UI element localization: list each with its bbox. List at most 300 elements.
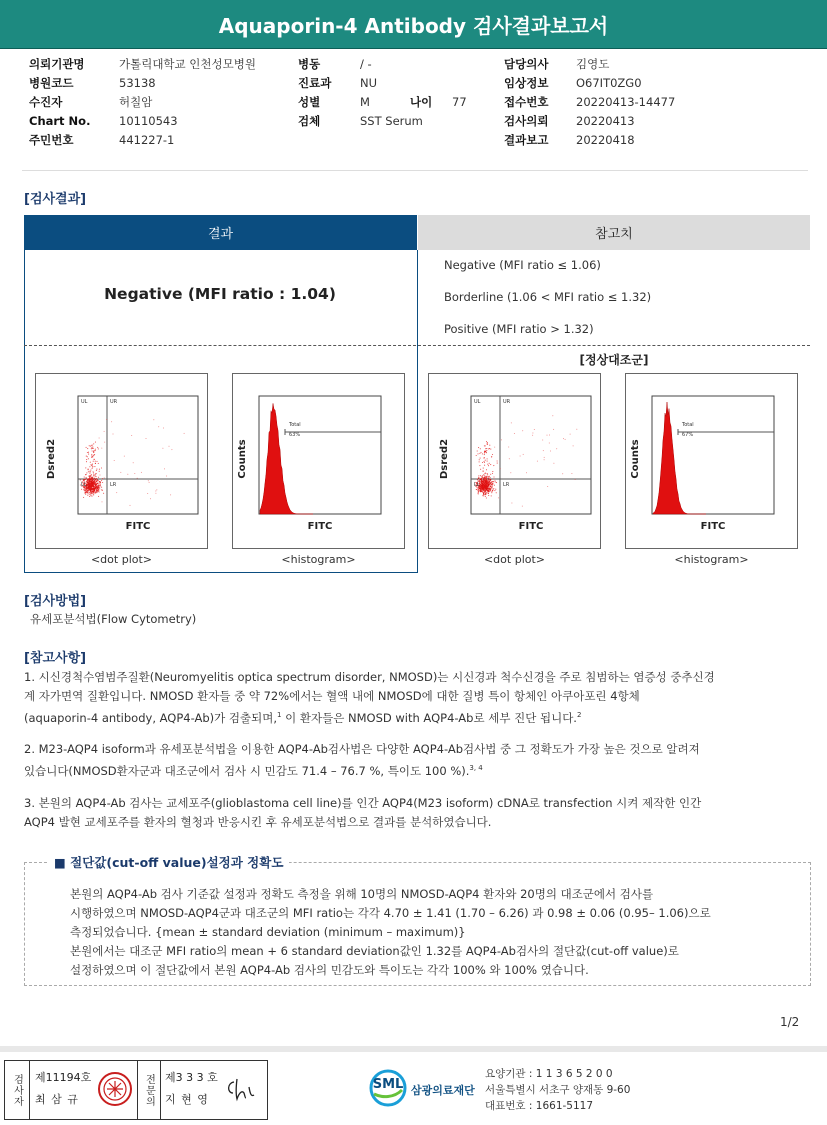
- event-dot: [480, 469, 481, 470]
- event-dot: [575, 479, 576, 480]
- event-dot: [89, 477, 90, 478]
- event-dot: [543, 450, 544, 451]
- event-dot: [155, 493, 156, 494]
- event-dot: [486, 480, 487, 481]
- event-dot: [488, 465, 489, 466]
- event-dot: [98, 463, 99, 464]
- event-dot: [86, 456, 87, 457]
- histogram-svg: [233, 374, 404, 548]
- y-axis-label: Dsred2: [46, 438, 57, 480]
- event-dot: [103, 493, 104, 494]
- event-dot: [86, 474, 87, 475]
- info-label: 담당의사: [504, 57, 549, 71]
- event-dot: [88, 452, 89, 453]
- info-value: 441227-1: [119, 133, 175, 147]
- cutoff-line: 시행하였으며 NMOSD-AQP4군과 대조군의 MFI ratio는 각각 4.70 ± 1.41 (1.70 – 6.26) 과 0.98 ± 0.06 (0.95– 1.06)으로: [70, 906, 711, 920]
- event-dot: [483, 470, 484, 471]
- info-label: 임상정보: [504, 76, 549, 90]
- citation: 2: [576, 711, 582, 719]
- event-dot: [484, 465, 485, 466]
- event-dot: [89, 479, 90, 480]
- event-dot: [116, 492, 117, 493]
- event-dot: [91, 447, 92, 448]
- event-dot: [91, 486, 92, 487]
- event-dot: [483, 490, 484, 491]
- event-dot: [552, 415, 553, 416]
- ref-borderline: Borderline (1.06 < MFI ratio ≤ 1.32): [444, 290, 652, 304]
- event-dot: [98, 477, 99, 478]
- event-dot: [100, 475, 101, 476]
- event-dot: [94, 478, 95, 479]
- citation: 3, 4: [469, 764, 483, 772]
- event-dot: [97, 486, 98, 487]
- event-dot: [480, 483, 481, 484]
- event-dot: [84, 492, 85, 493]
- event-dot: [88, 485, 89, 486]
- event-dot: [91, 448, 92, 449]
- info-label: 병원코드: [29, 76, 74, 90]
- event-dot: [493, 478, 494, 479]
- event-dot: [494, 485, 495, 486]
- event-dot: [484, 489, 485, 490]
- info-label: 성별: [298, 95, 321, 109]
- event-dot: [86, 447, 87, 448]
- event-dot: [491, 492, 492, 493]
- event-dot: [493, 465, 494, 466]
- event-dot: [171, 449, 172, 450]
- info-label: Chart No.: [29, 114, 91, 128]
- event-dot: [120, 472, 121, 473]
- info-label: 검사의뢰: [504, 114, 549, 128]
- event-dot: [84, 488, 85, 489]
- event-dot: [492, 481, 493, 482]
- event-dot: [477, 453, 478, 454]
- event-dot: [479, 459, 480, 460]
- event-dot: [100, 482, 101, 483]
- signature-box: [4, 1060, 268, 1120]
- event-dot: [482, 489, 483, 490]
- event-dot: [114, 460, 115, 461]
- event-dot: [85, 467, 86, 468]
- event-dot: [95, 449, 96, 450]
- event-dot: [88, 458, 89, 459]
- event-dot: [90, 484, 91, 485]
- dot-plot-caption: <dot plot>: [483, 553, 546, 566]
- event-dot: [483, 468, 484, 469]
- event-dot: [89, 492, 90, 493]
- event-dot: [492, 471, 493, 472]
- event-dot: [96, 478, 97, 479]
- event-dot: [553, 463, 554, 464]
- method-text: 유세포분석법(Flow Cytometry): [30, 612, 197, 626]
- event-dot: [99, 438, 100, 439]
- event-dot: [511, 422, 512, 423]
- event-dot: [500, 468, 501, 469]
- event-dot: [94, 454, 95, 455]
- event-dot: [484, 452, 485, 453]
- event-dot: [514, 433, 515, 434]
- event-dot: [90, 490, 91, 491]
- event-dot: [522, 506, 523, 507]
- event-dot: [106, 419, 107, 420]
- event-dot: [88, 454, 89, 455]
- event-dot: [86, 459, 87, 460]
- page-number: 1/2: [780, 1015, 800, 1029]
- event-dot: [484, 454, 485, 455]
- event-dot: [127, 474, 128, 475]
- event-dot: [94, 489, 95, 490]
- info-label: 수진자: [29, 95, 63, 109]
- event-dot: [485, 483, 486, 484]
- event-dot: [133, 462, 134, 463]
- event-dot: [92, 483, 93, 484]
- event-dot: [166, 476, 167, 477]
- event-dot: [89, 476, 90, 477]
- event-dot: [476, 489, 477, 490]
- event-dot: [98, 482, 99, 483]
- event-dot: [478, 489, 479, 490]
- info-label: 병동: [298, 57, 321, 71]
- event-dot: [96, 461, 97, 462]
- event-dot: [153, 419, 154, 420]
- event-dot: [99, 471, 100, 472]
- event-dot: [90, 495, 91, 496]
- event-dot: [487, 482, 488, 483]
- event-dot: [93, 451, 94, 452]
- event-dot: [495, 489, 496, 490]
- histogram-caption: <histogram>: [674, 553, 749, 566]
- event-dot: [98, 496, 99, 497]
- event-dot: [96, 481, 97, 482]
- event-dot: [91, 474, 92, 475]
- event-dot: [479, 453, 480, 454]
- event-dot: [90, 489, 91, 490]
- event-dot: [131, 435, 132, 436]
- event-dot: [94, 480, 95, 481]
- event-dot: [89, 494, 90, 495]
- normal-control-label: [정상대조군]: [579, 353, 649, 367]
- event-dot: [489, 463, 490, 464]
- event-dot: [478, 493, 479, 494]
- event-dot: [162, 448, 163, 449]
- event-dot: [491, 481, 492, 482]
- event-dot: [93, 472, 94, 473]
- notes-line: 1. 시신경척수염범주질환(Neuromyelitis optica spectrum disorder, NMOSD)는 시신경과 척수신경을 주로 침범하는 염증성 중추신경: [24, 670, 715, 684]
- event-dot: [480, 448, 481, 449]
- footer-bar: [0, 1046, 827, 1052]
- event-dot: [92, 468, 93, 469]
- notes-line: 계 자가면역 질환입니다. NMOSD 환자들 중 약 72%에서는 혈액 내에 NMOSD에 대한 질병 특이 항체인 아쿠아포린 4항체: [24, 689, 640, 703]
- event-dot: [87, 492, 88, 493]
- event-dot: [496, 482, 497, 483]
- event-dot: [96, 469, 97, 470]
- info-label: 결과보고: [504, 133, 549, 147]
- event-dot: [93, 483, 94, 484]
- event-dot: [164, 468, 165, 469]
- event-dot: [150, 498, 151, 499]
- event-dot: [480, 458, 481, 459]
- event-dot: [486, 481, 487, 482]
- event-dot: [98, 486, 99, 487]
- event-dot: [549, 435, 550, 436]
- event-dot: [480, 491, 481, 492]
- event-dot: [482, 483, 483, 484]
- event-dot: [93, 475, 94, 476]
- event-dot: [93, 450, 94, 451]
- event-dot: [486, 479, 487, 480]
- quadrant-label: UL: [81, 399, 88, 405]
- control-dot-plot: [428, 373, 601, 549]
- histogram-peak: [260, 403, 313, 514]
- event-dot: [488, 485, 489, 486]
- event-dot: [80, 479, 81, 480]
- info-col-1: [29, 55, 256, 150]
- event-dot: [488, 483, 489, 484]
- event-dot: [95, 461, 96, 462]
- quadrant-label: UR: [503, 399, 511, 405]
- info-col-2: [298, 55, 467, 131]
- event-dot: [96, 490, 97, 491]
- event-dot: [482, 477, 483, 478]
- inspector-name: 최 삼 규: [35, 1093, 79, 1106]
- event-dot: [92, 463, 93, 464]
- event-dot: [480, 475, 481, 476]
- info-label: 의뢰기관명: [29, 57, 85, 71]
- event-dot: [488, 487, 489, 488]
- plot-frame: [471, 396, 591, 514]
- event-dot: [481, 480, 482, 481]
- event-dot: [571, 473, 572, 474]
- event-dot: [90, 446, 91, 447]
- event-dot: [483, 461, 484, 462]
- event-dot: [490, 479, 491, 480]
- event-dot: [92, 479, 93, 480]
- event-dot: [483, 458, 484, 459]
- quadrant-label: UL: [474, 399, 481, 405]
- event-dot: [483, 474, 484, 475]
- event-dot: [544, 459, 545, 460]
- info-label: 검체: [298, 114, 321, 128]
- event-dot: [147, 493, 148, 494]
- event-dot: [490, 490, 491, 491]
- event-dot: [87, 490, 88, 491]
- event-dot: [487, 473, 488, 474]
- notes-line: [24, 759, 814, 781]
- event-dot: [89, 480, 90, 481]
- event-dot: [87, 456, 88, 457]
- event-dot: [88, 469, 89, 470]
- event-dot: [95, 463, 96, 464]
- event-dot: [487, 476, 488, 477]
- event-dot: [184, 433, 185, 434]
- cutoff-text: [70, 885, 805, 980]
- event-dot: [490, 449, 491, 450]
- event-dot: [509, 458, 510, 459]
- notes-line: [24, 706, 814, 728]
- event-dot: [101, 487, 102, 488]
- event-dot: [576, 429, 577, 430]
- event-dot: [89, 486, 90, 487]
- event-dot: [97, 485, 98, 486]
- event-dot: [124, 456, 125, 457]
- event-dot: [89, 445, 90, 446]
- event-dot: [90, 464, 91, 465]
- quadrant-label: LR: [503, 482, 510, 488]
- event-dot: [494, 480, 495, 481]
- event-dot: [523, 454, 524, 455]
- event-dot: [495, 481, 496, 482]
- event-dot: [483, 484, 484, 485]
- event-dot: [487, 480, 488, 481]
- event-dot: [485, 484, 486, 485]
- event-dot: [532, 435, 533, 436]
- event-dot: [95, 442, 96, 443]
- event-dot: [86, 491, 87, 492]
- event-dot: [134, 473, 135, 474]
- notes-line: 2. M23-AQP4 isoform과 유세포분석법을 이용한 AQP4-Ab검사법은 다양한 AQP4-Ab검사법 중 그 정확도가 가장 높은 것으로 알려져: [24, 742, 700, 756]
- event-dot: [94, 490, 95, 491]
- event-dot: [556, 448, 557, 449]
- info-value: 가톨릭대학교 인천성모병원: [119, 57, 256, 71]
- event-dot: [492, 473, 493, 474]
- event-dot: [479, 488, 480, 489]
- event-dot: [496, 492, 497, 493]
- info-value: 10110543: [119, 114, 178, 128]
- event-dot: [146, 438, 147, 439]
- event-dot: [95, 476, 96, 477]
- event-dot: [491, 488, 492, 489]
- event-dot: [490, 464, 491, 465]
- event-dot: [94, 475, 95, 476]
- section-notes-title: [참고사항]: [24, 651, 87, 666]
- event-dot: [84, 477, 85, 478]
- event-dot: [102, 490, 103, 491]
- event-dot: [91, 484, 92, 485]
- event-dot: [89, 466, 90, 467]
- event-dot: [570, 434, 571, 435]
- event-dot: [479, 461, 480, 462]
- gate-percent: 67%: [682, 432, 694, 438]
- event-dot: [542, 440, 543, 441]
- event-dot: [93, 443, 94, 444]
- event-dot: [95, 479, 96, 480]
- event-dot: [487, 486, 488, 487]
- event-dot: [573, 445, 574, 446]
- event-dot: [90, 462, 91, 463]
- signature-icon: [223, 1073, 259, 1105]
- event-dot: [101, 467, 102, 468]
- histogram-peak: [653, 402, 706, 514]
- event-dot: [486, 489, 487, 490]
- event-dot: [489, 478, 490, 479]
- event-dot: [86, 461, 87, 462]
- ref-positive: Positive (MFI ratio > 1.32): [444, 322, 594, 336]
- event-dot: [544, 457, 545, 458]
- event-dot: [84, 490, 85, 491]
- event-dot: [484, 473, 485, 474]
- event-dot: [487, 442, 488, 443]
- event-dot: [93, 448, 94, 449]
- event-dot: [488, 489, 489, 490]
- event-dot: [485, 482, 486, 483]
- x-axis-label: FITC: [307, 521, 333, 532]
- event-dot: [91, 455, 92, 456]
- logo-text: SML: [372, 1077, 404, 1092]
- event-dot: [91, 493, 92, 494]
- org-name: 삼광의료재단: [411, 1084, 475, 1097]
- info-label: 접수번호: [504, 95, 549, 109]
- event-dot: [85, 494, 86, 495]
- info-value: 53138: [119, 76, 156, 90]
- inspector-number: 제11194호: [35, 1071, 92, 1084]
- notes-line: AQP4 발현 교세포주를 환자의 혈청과 반응시킨 후 유세포분석법으로 결과를 분석하였습니다.: [24, 815, 492, 829]
- event-dot: [483, 482, 484, 483]
- event-dot: [86, 472, 87, 473]
- event-dot: [494, 490, 495, 491]
- event-dot: [486, 450, 487, 451]
- event-dot: [96, 483, 97, 484]
- y-axis-label: Counts: [237, 439, 248, 479]
- event-dot: [480, 452, 481, 453]
- event-dot: [88, 471, 89, 472]
- event-dot: [94, 488, 95, 489]
- event-dot: [90, 469, 91, 470]
- event-dot: [87, 488, 88, 489]
- event-dot: [130, 505, 131, 506]
- event-dot: [482, 486, 483, 487]
- notes-paragraph-3: [24, 794, 814, 832]
- info-value: 20220418: [576, 133, 635, 147]
- result-value: Negative (MFI ratio : 1.04): [104, 285, 336, 303]
- specialist-name: 지 현 영: [165, 1093, 209, 1106]
- event-dot: [477, 479, 478, 480]
- event-dot: [83, 480, 84, 481]
- event-dot: [485, 452, 486, 453]
- seal-icon: [97, 1071, 133, 1107]
- event-dot: [486, 448, 487, 449]
- ref-negative: Negative (MFI ratio ≤ 1.06): [444, 258, 601, 272]
- event-dot: [163, 428, 164, 429]
- event-dot: [92, 466, 93, 467]
- event-dot: [89, 471, 90, 472]
- dashed-divider: [24, 345, 810, 346]
- dot-plot-svg: [36, 374, 207, 548]
- quadrant-label: LL: [474, 482, 480, 488]
- event-dot: [88, 487, 89, 488]
- event-dot: [99, 469, 100, 470]
- event-dot: [562, 473, 563, 474]
- event-dot: [148, 480, 149, 481]
- event-dot: [497, 463, 498, 464]
- event-dot: [156, 489, 157, 490]
- event-dot: [488, 448, 489, 449]
- event-dot: [84, 493, 85, 494]
- event-dot: [93, 492, 94, 493]
- citation: 1: [277, 711, 282, 719]
- event-dot: [485, 445, 486, 446]
- event-dot: [491, 484, 492, 485]
- event-dot: [149, 482, 150, 483]
- event-dot: [487, 458, 488, 459]
- event-dot: [99, 488, 100, 489]
- event-dot: [91, 478, 92, 479]
- y-axis-label: Counts: [630, 439, 641, 479]
- event-dot: [101, 489, 102, 490]
- control-histogram: [625, 373, 798, 549]
- info-value: 20220413: [576, 114, 635, 128]
- event-dot: [93, 479, 94, 480]
- event-dot: [96, 489, 97, 490]
